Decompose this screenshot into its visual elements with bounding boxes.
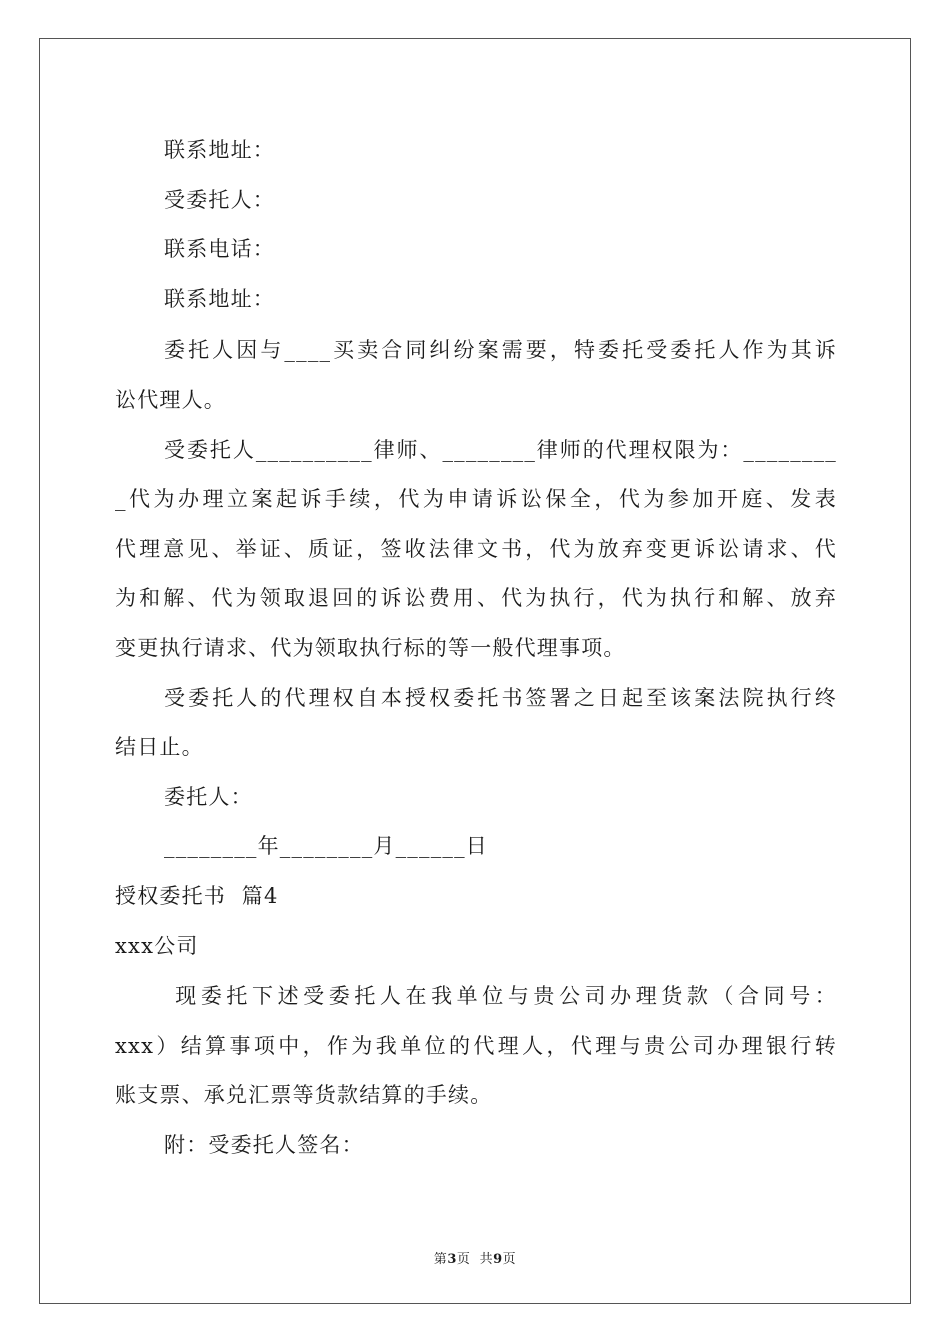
paragraph-line: 受委托人__________律师、________律师的代理权限为：________ [164, 438, 837, 462]
paragraph-line: 委托人因与____买卖合同纠纷案需要，特委托受委托人作为其诉 [164, 338, 837, 362]
paragraph-line: xxx）结算事项中，作为我单位的代理人，代理与贵公司办理银行转 [115, 1034, 837, 1058]
contact-phone-label: 联系电话： [164, 237, 275, 261]
principal-signature-label: 委托人： [164, 785, 253, 809]
contact-address-label-2: 联系地址： [164, 287, 275, 311]
contact-address-label-1: 联系地址： [164, 138, 275, 162]
paragraph-line: 现委托下述受委托人在我单位与贵公司办理货款（合同号： [164, 984, 837, 1008]
paragraph-line: 变更执行请求、代为领取执行标的等一般代理事项。 [115, 636, 626, 660]
trustee-label: 受委托人： [164, 188, 275, 212]
company-name: xxx公司 [115, 934, 199, 958]
paragraph-line: 受委托人的代理权自本授权委托书签署之日起至该案法院执行终 [164, 686, 837, 710]
paragraph-line: 为和解、代为领取退回的诉讼费用、代为执行，代为执行和解、放弃 [115, 586, 837, 610]
paragraph-line: 账支票、承兑汇票等货款结算的手续。 [115, 1083, 493, 1107]
page-frame [39, 38, 911, 1304]
paragraph-line: _代为办理立案起诉手续，代为申请诉讼保全，代为参加开庭、发表 [115, 487, 837, 511]
trustee-signature-label: 附：受委托人签名： [164, 1133, 364, 1157]
current-page-number: 3 [447, 1252, 457, 1267]
footer-prefix: 第 [433, 1252, 448, 1267]
page-footer [0, 1248, 950, 1267]
date-line: ________年________月______日 [164, 834, 488, 858]
footer-mid: 页 共 [456, 1252, 494, 1267]
paragraph-line: 代理意见、举证、质证，签收法律文书，代为放弃变更诉讼请求、代 [115, 537, 837, 561]
section-heading: 授权委托书 篇4 [115, 884, 279, 908]
footer-suffix: 页 [502, 1252, 517, 1267]
paragraph-line: 讼代理人。 [115, 388, 226, 412]
paragraph-line: 结日止。 [115, 735, 204, 759]
total-page-number: 9 [493, 1252, 503, 1267]
